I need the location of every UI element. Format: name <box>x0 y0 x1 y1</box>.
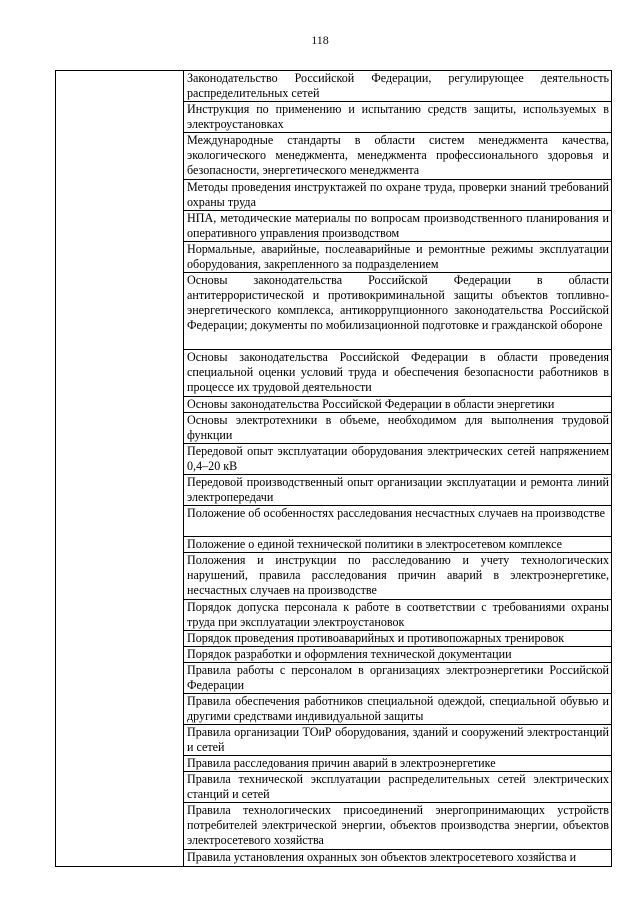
table-cell: Основы законодательства Российской Федерации в области энергетики <box>184 397 612 413</box>
table-cell: Положение об особенностях расследования несчастных случаев на производстве <box>184 506 612 537</box>
table-cell: Законодательство Российской Федерации, регулирующее деятельность распределительных сетей <box>184 71 612 102</box>
table-cell: Порядок проведения противоаварийных и противопожарных тренировок <box>184 631 612 647</box>
table-cell: Порядок разработки и оформления технической документации <box>184 647 612 663</box>
table-cell: Порядок допуска персонала к работе в соответствии с требованиями охраны труда при эксплуатации электроустановок <box>184 600 612 631</box>
table-cell: Правила расследования причин аварий в электроэнергетике <box>184 756 612 772</box>
table-cell: Положение о единой технической политики в электросетевом комплексе <box>184 537 612 553</box>
table-cell: Основы законодательства Российской Федерации в области проведения специальной оценки условий труда и обеспечения безопасности работников в процессе их трудовой деятельности <box>184 350 612 397</box>
empty-label-cell <box>56 71 184 867</box>
table-cell: Передовой опыт эксплуатации оборудования электрических сетей напряжением 0,4–20 кВ <box>184 444 612 475</box>
table-cell: Методы проведения инструктажей по охране труда, проверки знаний требований охраны труда <box>184 180 612 211</box>
table-row <box>56 71 612 102</box>
table-cell: Правила обеспечения работников специальной одеждой, специальной обувью и другими средствами индивидуальной защиты <box>184 694 612 725</box>
table-cell: Правила организации ТОиР оборудования, зданий и сооружений электростанций и сетей <box>184 725 612 756</box>
requirements-table-body <box>56 71 612 867</box>
page-number: 118 <box>311 33 329 47</box>
table-cell: Правила работы с персоналом в организациях электроэнергетики Российской Федерации <box>184 663 612 694</box>
table-cell: Передовой производственный опыт организации эксплуатации и ремонта линий электропередачи <box>184 475 612 506</box>
table-cell: Правила технологических присоединений энергопринимающих устройств потребителей электрической энергии, объектов производства энергии, объектов электросетевого хозяйства <box>184 803 612 850</box>
table-cell: Положения и инструкции по расследованию и учету технологических нарушений, правила расследования причин аварий в электроэнергетике, несчастных случаев на производстве <box>184 553 612 600</box>
table-cell: Правила установления охранных зон объектов электросетевого хозяйства и <box>184 850 612 867</box>
table-cell: Международные стандарты в области систем менеджмента качества, экологического менеджмента, менеджмента профессионального здоровья и безопасности, энергетического менеджмента <box>184 133 612 180</box>
table-cell: Основы законодательства Российской Федерации в области антитеррористической и противокриминальной защиты объектов топливно-энергетического комплекса, антикоррупционного законодательства Российской Федерации; документы по мобилизационной подготовке и гражданской обороне <box>184 273 612 350</box>
table-cell: Правила технической эксплуатации распределительных сетей электрических станций и сетей <box>184 772 612 803</box>
table-cell: Нормальные, аварийные, послеаварийные и ремонтные режимы эксплуатации оборудования, закрепленного за подразделением <box>184 242 612 273</box>
table-cell: Основы электротехники в объеме, необходимом для выполнения трудовой функции <box>184 413 612 444</box>
table-cell: Инструкция по применению и испытанию средств защиты, используемых в электроустановках <box>184 102 612 133</box>
requirements-table <box>55 70 612 867</box>
table-cell: НПА, методические материалы по вопросам производственного планирования и оперативного управления производством <box>184 211 612 242</box>
